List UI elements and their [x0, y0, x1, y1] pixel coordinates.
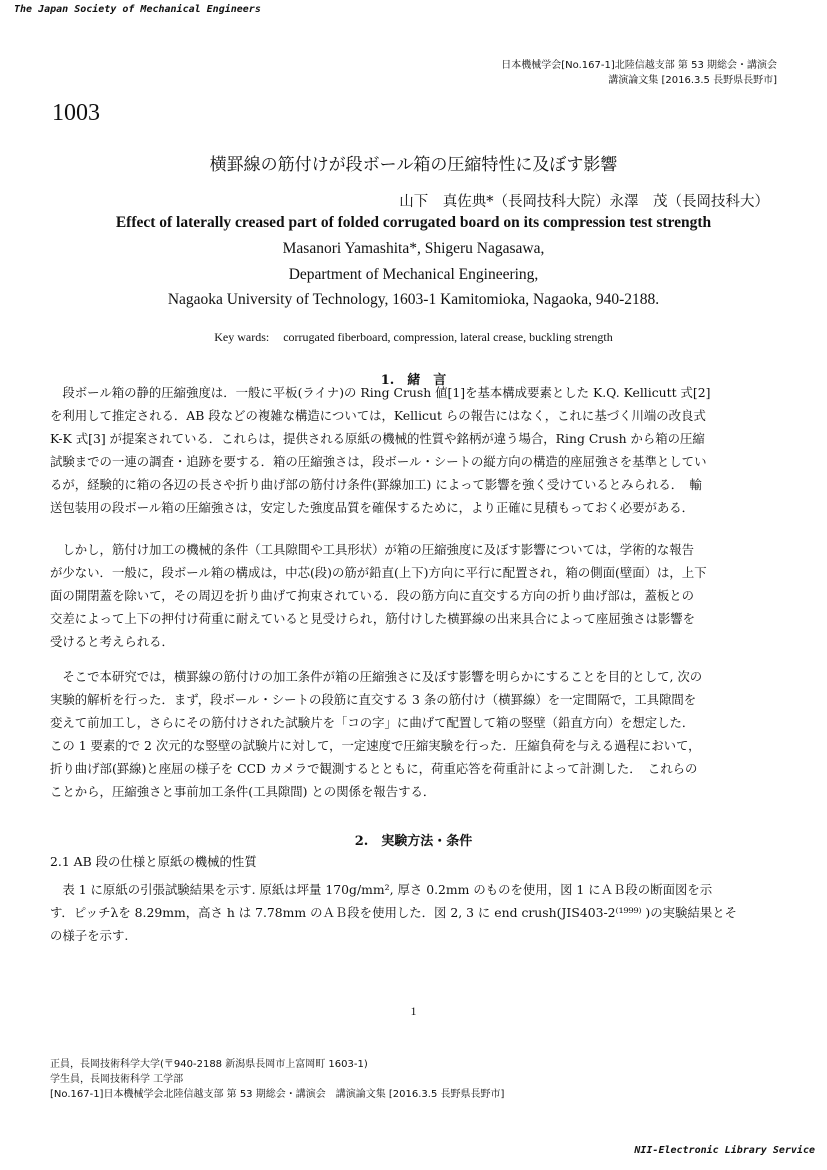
affiliation-en: Nagaoka University of Technology, 1603-1 Kamitomioka, Nagaoka, 940-2188. [167, 291, 660, 308]
conference-line-2: 講演論文集 [2016.3.5 長野県長野市] [608, 75, 777, 86]
text-line: K-K 式[3] が提案されている．これらは，提供される原紙の機械的性質や銘柄が違う場合，Ring Crush から箱の圧縮 [50, 431, 705, 447]
section-1-paragraph-2 [50, 538, 777, 653]
text-line: しかし，筋付け加工の機械的条件（工具隙間や工具形状）が箱の圧縮強度に及ぼす影響については，学術的な報告 [50, 542, 695, 557]
text-line: を利用して推定される．AB 段などの複雑な構造については，Kellicut らの報告にはなく，これに基づく川端の改良式 [50, 408, 706, 424]
text-line: 実験的解析を行った．まず，段ボール・シートの段筋に直交する 3 条の筋付け（横罫線）を一定間隔で，工具隙間を [50, 692, 697, 708]
text-line: の様子を示す. [50, 928, 129, 944]
text-line: 試験までの一連の調査・追跡を要する．箱の圧縮強さは，段ボール・シートの縦方向の構造的座屈強さを基準としてい [50, 454, 707, 470]
text-line: 受けると考えられる． [50, 634, 174, 650]
subsection-2-1-heading: 2.1 AB 段の仕様と原紙の機械的性質 [50, 854, 257, 869]
text-line: 送包装用の段ボール箱の圧縮強さは，安定した強度品質を確保するために，より正確に見積もっておく必要がある． [50, 500, 695, 516]
society-header: The Japan Society of Mechanical Engineers [14, 4, 261, 15]
page-number: 1 [410, 1004, 417, 1018]
conference-line-1: 日本機械学会[No.167-1]北陸信越支部 第 53 期総会・講演会 [501, 60, 777, 71]
section-1-heading: 1. 緒 言 [380, 373, 447, 388]
paper-number: 1003 [52, 100, 100, 126]
footnote-line-1: 正員，長岡技術科学大学(〒940-2188 新潟県長岡市上富岡町 1603-1) [50, 1059, 368, 1070]
section-1-paragraph-3 [50, 665, 777, 804]
paper-title-en: Effect of laterally creased part of folded corrugated board on its compression test strength [115, 214, 712, 231]
text-line: 段ボール箱の静的圧縮強度は．一般に平板(ライナ)の Ring Crush 値[1]を基本構成要素とした K.Q. Kellicutt 式[2] [50, 385, 711, 400]
text-line: この 1 要素的で 2 次元的な竪壁の試験片に対して，一定速度で圧縮実験を行った．圧縮負荷を与える過程において， [50, 738, 701, 754]
paper-title-jp: 横罫線の筋付けが段ボール箱の圧縮特性に及ぼす影響 [209, 155, 618, 175]
text-line: 交差によって上下の押付け荷重に耐えていると見受けられ，筋付けした横罫線の出来具合によって座屈強さは影響を [50, 611, 696, 627]
text-line: 折り曲げ部(罫線)と座屈の様子を CCD カメラで観測するとともに，荷重応答を荷重計によって計測した． これらの [50, 761, 698, 777]
section-2-1-paragraph [50, 878, 777, 947]
department-en: Department of Mechanical Engineering, [288, 266, 539, 283]
text-line: 変えて前加工し，さらにその筋付けされた試験片を「コの字」に曲げて配置して箱の竪壁（鉛直方向）を想定した． [50, 715, 695, 731]
keywords-list: corrugated fiberboard, compression, lateral crease, buckling strength [283, 330, 613, 344]
authors-en: Masanori Yamashita*, Shigeru Nagasawa, [282, 240, 545, 257]
text-line: ことから，圧縮強さと事前加工条件(工具隙間) との関係を報告する． [50, 784, 436, 800]
text-line: るが，経験的に箱の各辺の長さや折り曲げ部の筋付け条件(罫線加工) によって影響を強く受けているとみられる． 輸 [50, 477, 702, 493]
section-2-heading: 2. 実験方法・条件 [354, 834, 473, 849]
keywords [0, 330, 827, 345]
authors-jp: 山下 真佐典*（長岡技科大院）永澤 茂（長岡技科大） [399, 194, 769, 210]
text-line: が少ない．一般に，段ボール箱の構成は，中芯(段)の筋が鉛直(上下)方向に平行に配置され，箱の側面(壁面）は，上下 [50, 565, 707, 581]
text-line: す．ピッチλを 8.29mm，高さ h は 7.78mm のＡＢ段を使用した．図 2, 3 に end crush(JIS403-2⁽¹⁹⁹⁹⁾ )の実験結果とそ [50, 905, 737, 921]
footnotes [50, 1057, 504, 1102]
conference-info [501, 58, 777, 88]
section-1-paragraph-1 [50, 381, 777, 520]
footnote-line-2: 学生員，長岡技術科学 工学部 [50, 1074, 184, 1085]
text-line: 表 1 に原紙の引張試験結果を示す. 原紙は坪量 170g/mm², 厚さ 0.2mm のものを使用，図 1 にＡＢ段の断面図を示 [50, 882, 713, 897]
nii-footer: NII-Electronic Library Service [634, 1145, 815, 1156]
text-line: そこで本研究では，横罫線の筋付けの加工条件が箱の圧縮強さに及ぼす影響を明らかにすることを目的として, 次の [50, 669, 703, 684]
text-line: 面の開閉蓋を除いて，その周辺を折り曲げて拘束されている．段の筋方向に直交する方向の折り曲げ部は，蓋板との [50, 588, 695, 604]
keywords-label: Key wards: [214, 330, 270, 344]
footnote-line-3: [No.167-1]日本機械学会北陸信越支部 第 53 期総会・講演会 講演論文集 [2016.3.5 長野県長野市] [50, 1089, 505, 1100]
